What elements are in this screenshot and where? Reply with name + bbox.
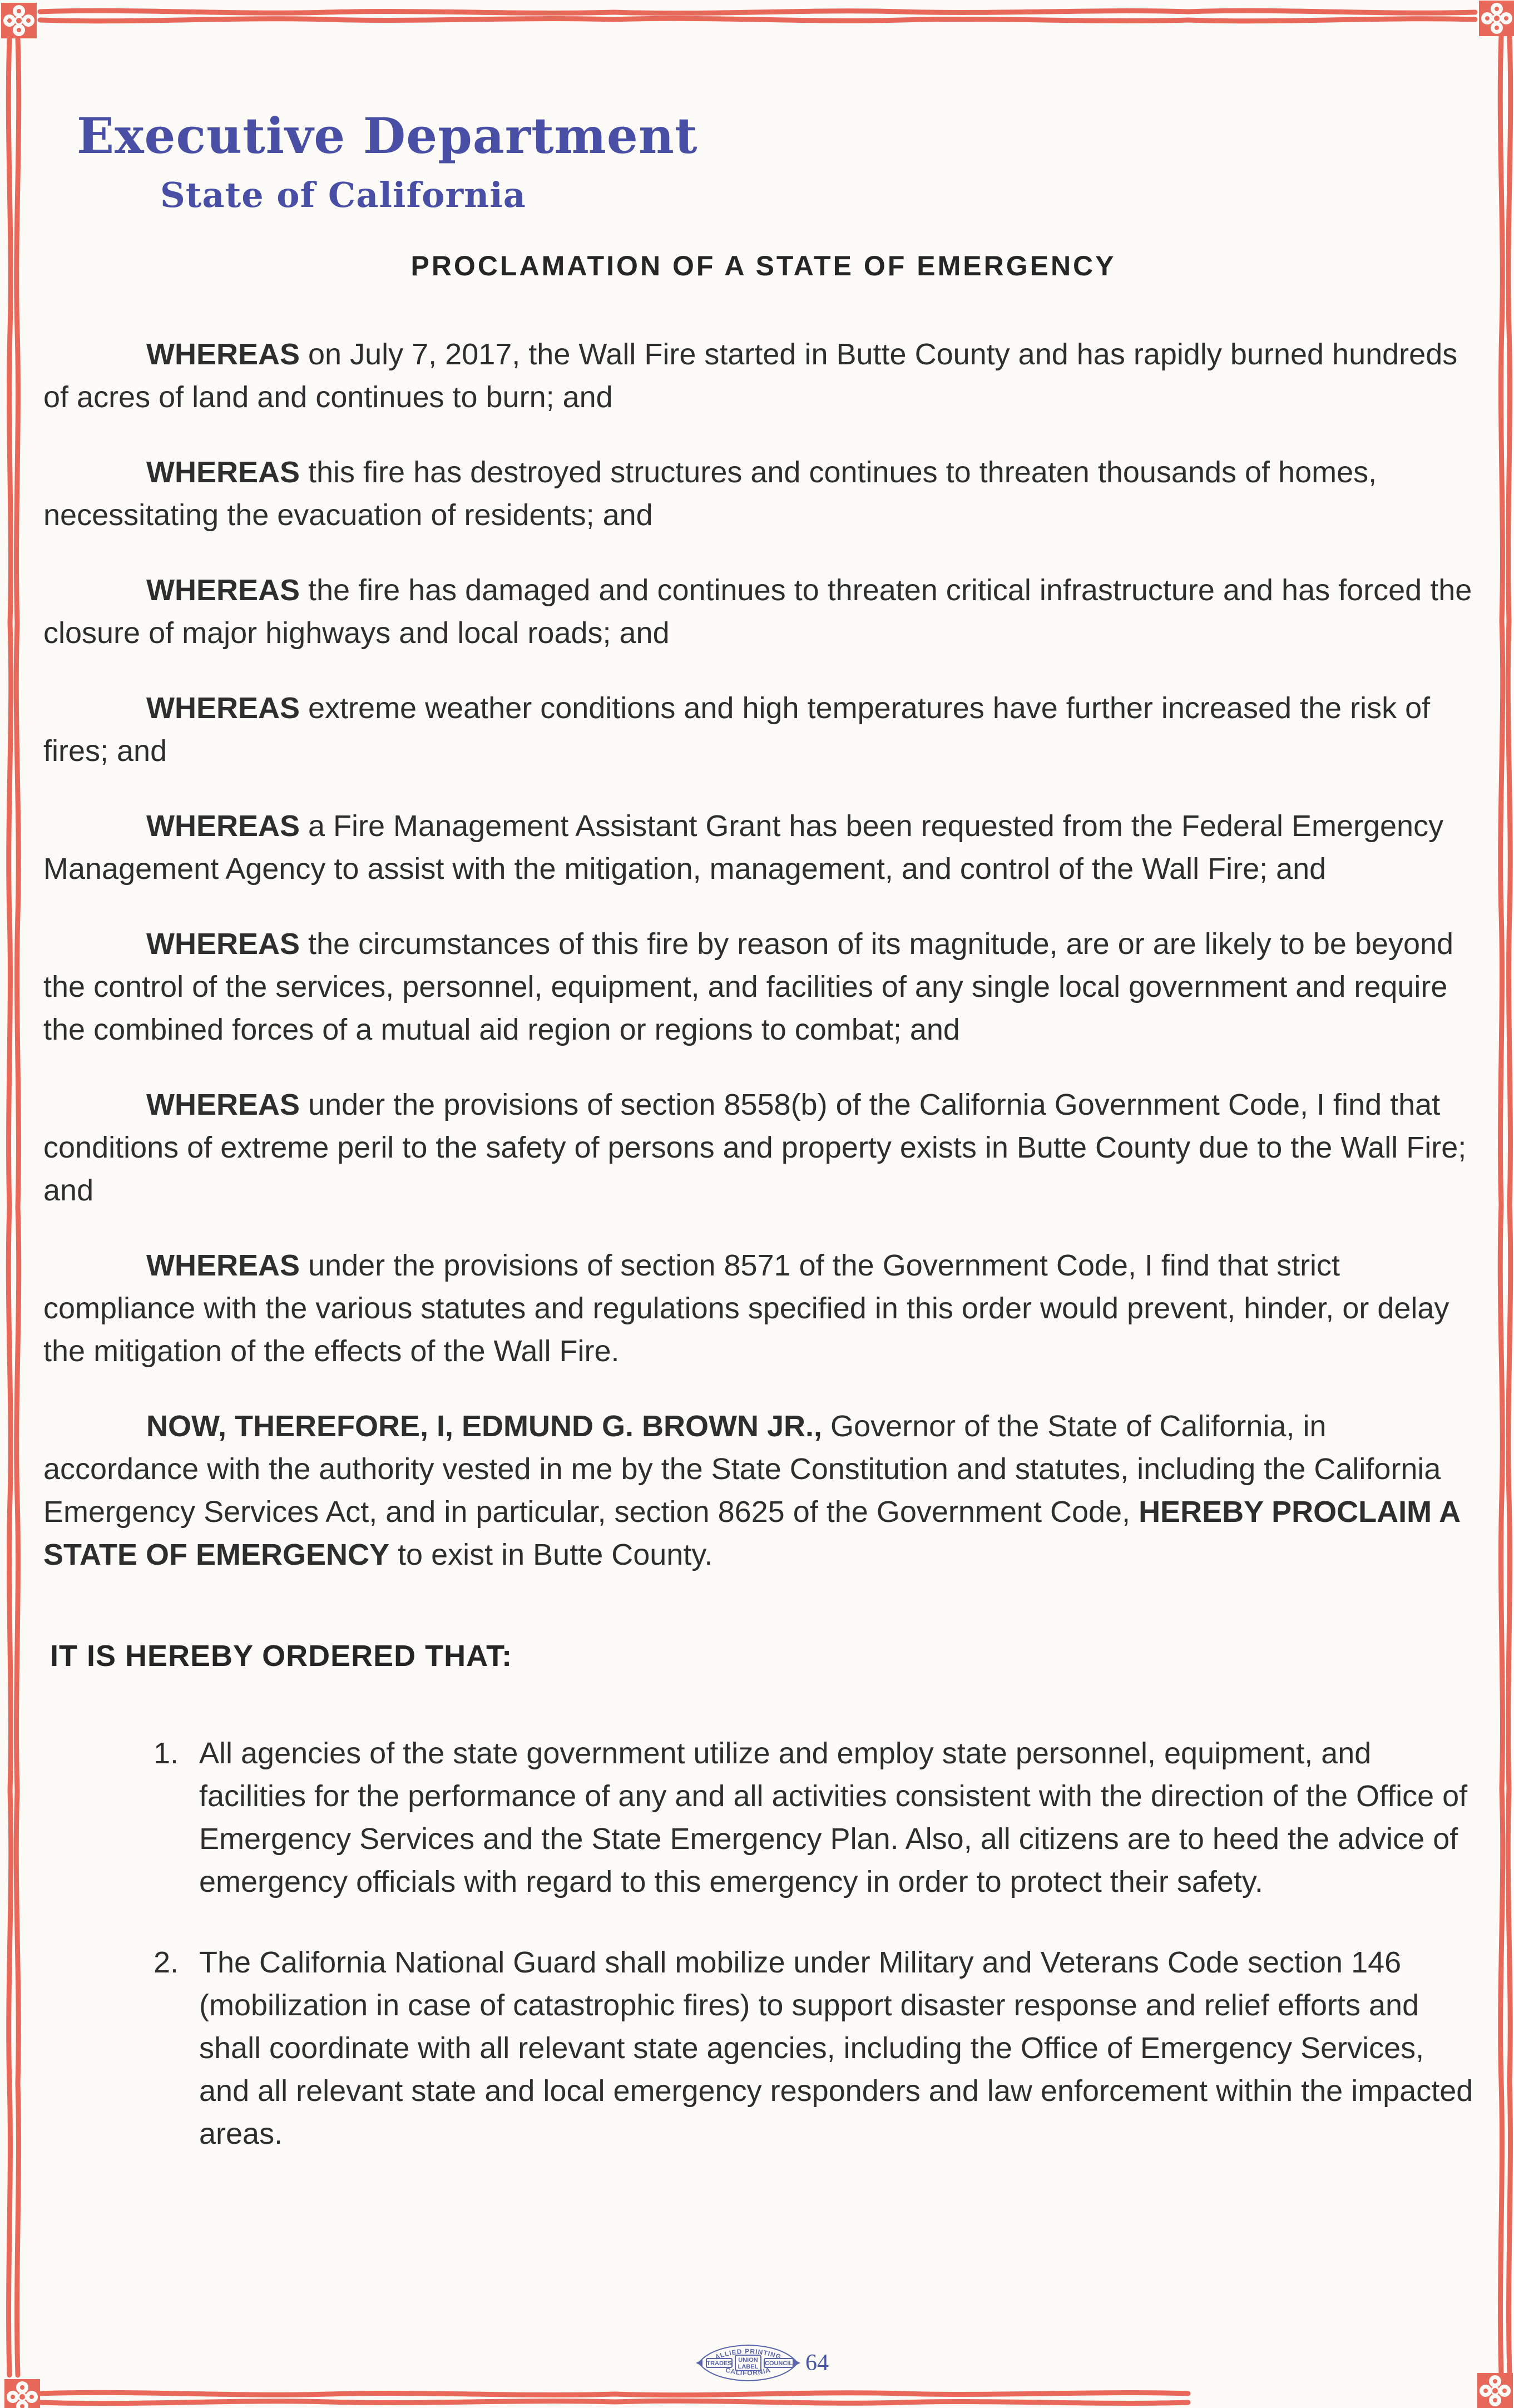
paragraph: NOW, THEREFORE, I, EDMUND G. BROWN JR., Governor of the State of California, in accordance with the authority vested in me by the State Constitution and statutes, including the California Emergency Services Act, and in particular, section 8625 of the Government Code, HEREBY PROCLAIM A STATE OF EMERGENCY to exist in Butte County. bbox=[43, 1410, 1460, 1571]
state-of-california-heading: State of California bbox=[160, 175, 526, 215]
seal-text-trades: TRADES bbox=[706, 2360, 732, 2367]
seal-text-california: CALIFORNIA bbox=[724, 2366, 772, 2377]
paragraph: WHEREAS under the provisions of section 8558(b) of the California Government Code, I find that conditions of extreme peril to the safety of persons and property exists in Butte County due to the Wall Fire; and bbox=[43, 1088, 1467, 1207]
seal-text-council: COUNCIL bbox=[764, 2360, 793, 2367]
paragraph: WHEREAS a Fire Management Assistant Grant has been requested from the Federal Emergency Management Agency to assist with the mitigation, management, and control of the Wall Fire; and bbox=[43, 809, 1444, 886]
ordered-heading: IT IS HEREBY ORDERED THAT: bbox=[50, 1639, 513, 1673]
document-body bbox=[43, 333, 1483, 2155]
executive-department-heading: Executive Department bbox=[77, 107, 698, 165]
paragraph: WHEREAS extreme weather conditions and high temperatures have further increased the risk of fires; and bbox=[43, 691, 1431, 768]
document-content bbox=[43, 0, 1483, 2155]
paragraph: WHEREAS the fire has damaged and continues to threaten critical infrastructure and has forced the closure of major highways and local roads; and bbox=[43, 573, 1472, 650]
union-label-seal bbox=[695, 2340, 801, 2386]
seal-text-allied-printing: ALLIED PRINTING bbox=[714, 2347, 783, 2361]
union-label-seal-group bbox=[695, 2340, 829, 2386]
ordered-item-number: 2. bbox=[154, 1946, 179, 1979]
paragraph: WHEREAS under the provisions of section 8571 of the Government Code, I find that strict compliance with the various statutes and regulations specified in this order would prevent, hinder, or delay the mitigation of the effects of the Wall Fire. bbox=[43, 1249, 1449, 1368]
paragraph: WHEREAS the circumstances of this fire by reason of its magnitude, are or are likely to be beyond the control of the services, personnel, equipment, and facilities of any single local government and require the combined forces of a mutual aid region or regions to combat; and bbox=[43, 927, 1454, 1046]
ordered-item-number: 1. bbox=[154, 1737, 179, 1770]
paragraph: WHEREAS on July 7, 2017, the Wall Fire started in Butte County and has rapidly burned hundreds of acres of land and continues to burn; and bbox=[43, 338, 1458, 414]
ordered-item-text: All agencies of the state government utilize and employ state personnel, equipment, and facilities for the performance of any and all activities consistent with the direction of the Office of Emergency Services and the State Emergency Plan. Also, all citizens are to heed the advice of emergency officials with regard to this emergency in order to protect their safety. bbox=[199, 1737, 1468, 1898]
union-label-number: 64 bbox=[805, 2350, 829, 2376]
seal-text-label: LABEL bbox=[738, 2364, 759, 2370]
seal-text-union: UNION bbox=[738, 2357, 758, 2364]
ordered-list bbox=[43, 1732, 1483, 2155]
ordered-item bbox=[43, 1941, 1483, 2155]
document-title: PROCLAMATION OF A STATE OF EMERGENCY bbox=[410, 250, 1116, 281]
ordered-item bbox=[43, 1732, 1483, 1903]
paragraphs bbox=[43, 333, 1483, 1576]
ordered-item-text: The California National Guard shall mobilize under Military and Veterans Code section 146 (mobilization in case of catastrophic fires) to support disaster response and relief efforts and shall coordinate with all relevant state agencies, including the Office of Emergency Services, and all relevant state and local emergency responders and law enforcement within the impacted areas. bbox=[199, 1946, 1473, 2150]
paragraph: WHEREAS this fire has destroyed structures and continues to threaten thousands of homes, necessitating the evacuation of residents; and bbox=[43, 456, 1377, 532]
